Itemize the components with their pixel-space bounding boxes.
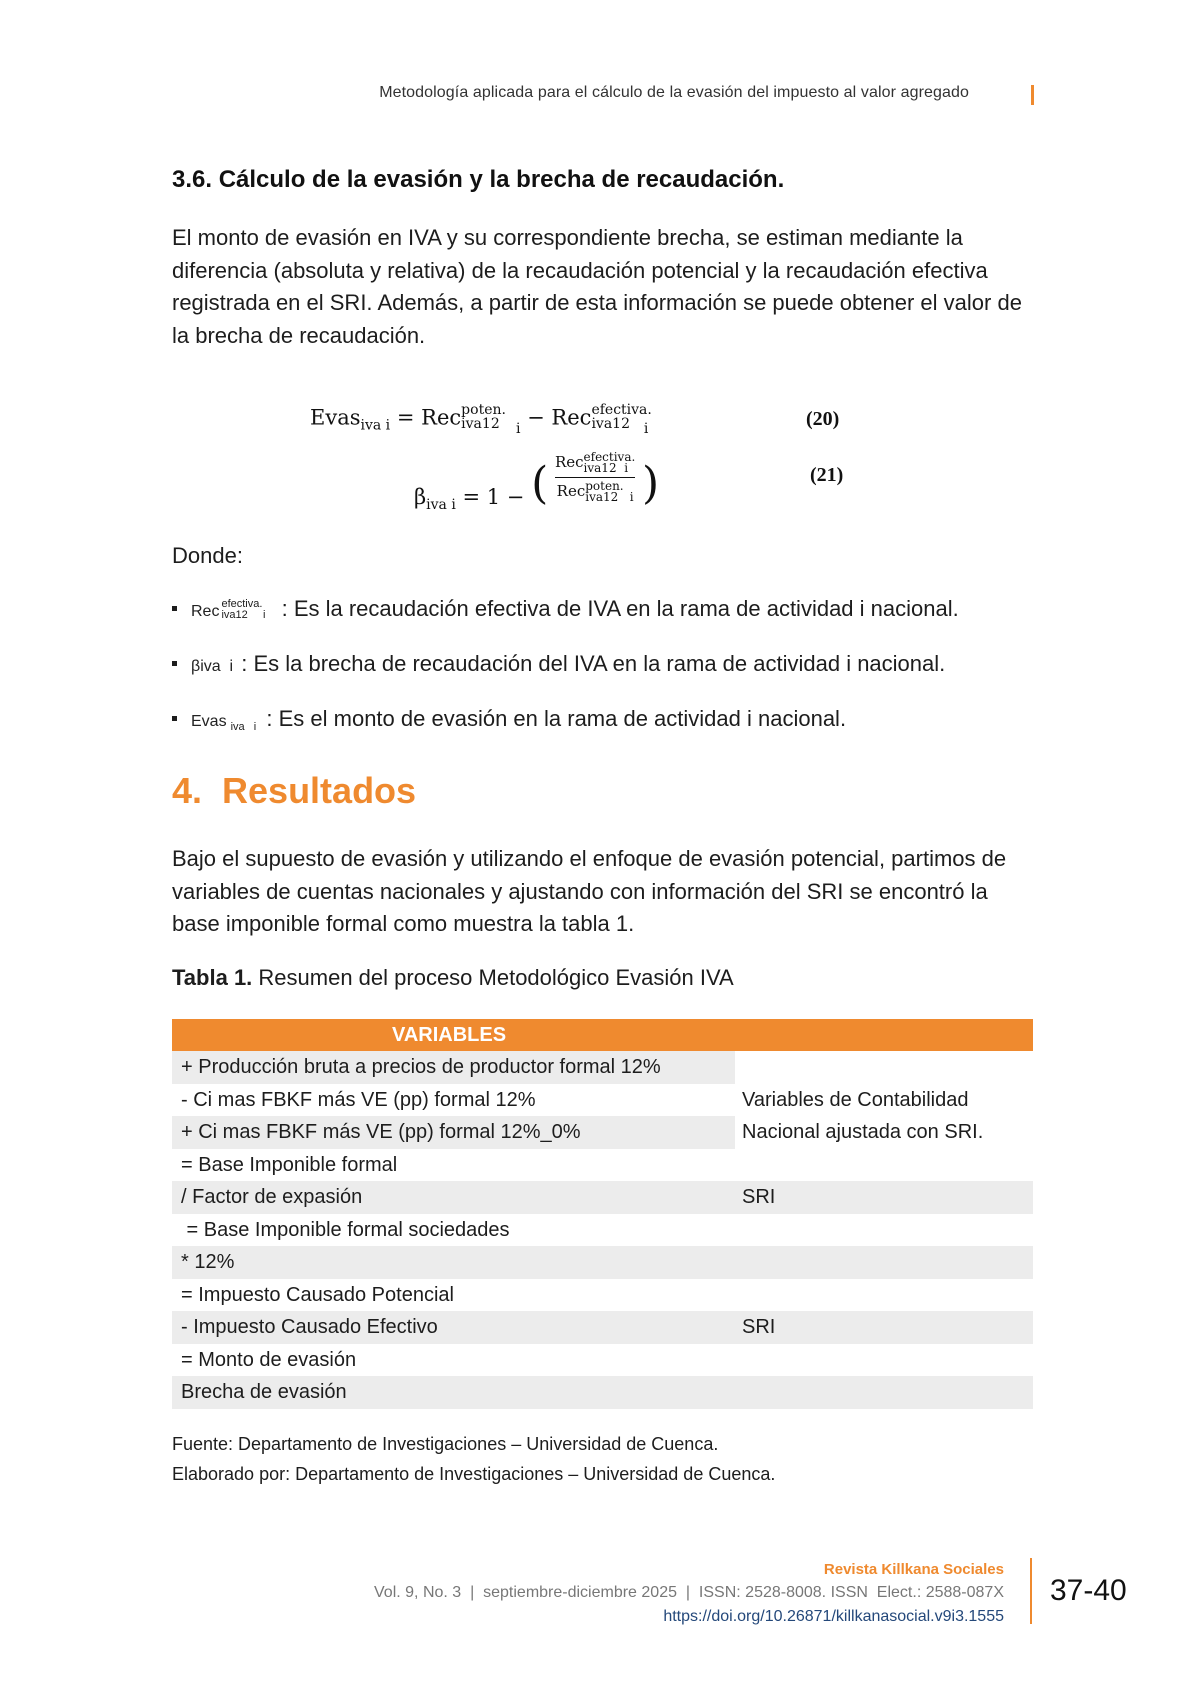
table-source: Fuente: Departamento de Investigaciones – Universidad de Cuenca. — [172, 1434, 719, 1454]
donde-item-gap — [172, 651, 945, 677]
row-source: SRI — [742, 1316, 776, 1338]
table-row — [172, 1116, 1033, 1149]
eq21-num-rec: Rec — [554, 453, 584, 471]
footer-accent-bar — [1030, 1558, 1032, 1624]
item3-sub: iva i — [230, 721, 257, 733]
results-heading: 4. Resultados — [172, 770, 417, 811]
row-variable: + Producción bruta a precios de productor formal 12% — [172, 1051, 735, 1084]
row-variable: = Base Imponible formal sociedades — [181, 1218, 510, 1241]
row-source: Nacional ajustada con SRI. — [742, 1121, 984, 1143]
eq20-effective-sup: efectiva. — [591, 402, 652, 418]
row-variable: = Monto de evasión — [181, 1348, 357, 1371]
table-row — [172, 1376, 1033, 1409]
donde-item-evasion — [172, 706, 846, 732]
row-source: SRI — [742, 1186, 776, 1208]
row-variable: + Ci mas FBKF más VE (pp) formal 12%_0% — [172, 1116, 735, 1149]
equation-21-number: (21) — [810, 464, 844, 486]
eq21-den-sup: poten. — [585, 479, 624, 493]
summary-table — [172, 1019, 1033, 1409]
row-variable: = Base Imponible formal — [181, 1153, 398, 1176]
eq21-num-sup: efectiva. — [583, 450, 636, 464]
page-number: 37-40 — [1050, 1574, 1127, 1607]
eq21-rhs-prefix: = 1 − — [462, 485, 525, 509]
eq20-lhs: Evas — [310, 405, 361, 430]
bullet-dot — [172, 661, 177, 666]
eq21-num-i: i — [624, 461, 629, 475]
eq21-den-rec: Rec — [556, 482, 586, 500]
item3-text: : Es el monto de evasión en la rama de actividad i nacional. — [266, 706, 847, 731]
table-row — [172, 1279, 1033, 1312]
footer-journal-name: Revista Killkana Sociales — [823, 1561, 1004, 1578]
eq20-potential-sup: poten. — [461, 402, 506, 418]
row-variable: = Impuesto Causado Potencial — [181, 1283, 454, 1306]
header-accent-bar — [1031, 85, 1034, 105]
row-source: Variables de Contabilidad — [742, 1088, 969, 1111]
eq21-den-i: i — [629, 490, 634, 504]
eq20-lhs-sub: iva i — [360, 417, 391, 434]
section-title: 3.6. Cálculo de la evasión y la brecha de recaudación. — [172, 166, 785, 193]
eq21-den-sub: iva12 — [585, 490, 619, 504]
row-variable: - Impuesto Causado Efectivo — [181, 1316, 438, 1338]
table-row — [172, 1246, 1033, 1279]
item1-sub: iva12 i — [221, 609, 266, 622]
row-variable: - Ci mas FBKF más VE (pp) formal 12% — [181, 1088, 536, 1111]
table-elaborated: Elaborado por: Departamento de Investigaciones – Universidad de Cuenca. — [172, 1464, 776, 1484]
equation-20 — [310, 402, 652, 437]
eq20-minus: − — [527, 405, 545, 430]
eq20-i1: i — [515, 420, 521, 437]
table-caption-label: Tabla 1. — [172, 965, 253, 990]
item1-text: : Es la recaudación efectiva de IVA en la rama de actividad i nacional. — [281, 596, 959, 621]
results-paragraph: Bajo el supuesto de evasión y utilizando el enfoque de evasión potencial, partimos de variables de cuentas nacionales y ajustando con información del SRI se encontró la base imponible formal como muestra la tabla 1. — [172, 846, 1007, 936]
table-row — [172, 1084, 1033, 1117]
donde-label: Donde: — [172, 543, 243, 568]
item2-text: : Es la brecha de recaudación del IVA en la rama de actividad i nacional. — [241, 651, 946, 676]
eq20-sub2: iva12 — [591, 416, 630, 432]
eq21-lhs: β — [414, 485, 427, 509]
bullet-dot — [172, 606, 177, 611]
table-row — [172, 1149, 1033, 1182]
footer-doi-link[interactable]: https://doi.org/10.26871/killkanasocial.v9i3.1555 — [663, 1608, 1004, 1625]
item2-symbol: βiva i — [191, 658, 234, 675]
eq21-fraction — [555, 452, 635, 503]
eq20-equals: = — [396, 405, 415, 430]
eq20-rec2: Rec — [551, 405, 592, 430]
bullet-dot — [172, 716, 177, 721]
row-variable: * 12% — [181, 1251, 235, 1273]
row-variable: / Factor de expasión — [181, 1186, 363, 1208]
eq20-sub1: iva12 — [461, 416, 500, 432]
table-header-label: VARIABLES — [392, 1024, 507, 1046]
section-paragraph: El monto de evasión en IVA y su correspondiente brecha, se estiman mediante la diferencia (absoluta y relativa) de la recaudación potencial y la recaudación efectiva registrada en el SRI. Además, a partir de esta información se puede obtener el valor de la brecha de recaudación. — [172, 225, 1022, 348]
equation-20-number: (20) — [806, 408, 840, 430]
footer-volume-line: Vol. 9, No. 3 | septiembre-diciembre 2025 | ISSN: 2528-8008. ISSN Elect.: 2588-087X — [374, 1584, 1004, 1601]
eq20-rec1: Rec — [421, 405, 462, 430]
running-header: Metodología aplicada para el cálculo de la evasión del impuesto al valor agregado — [379, 84, 969, 101]
table-row — [172, 1051, 1033, 1084]
equation-21: $\beta_{iva i} = 1$ − ( Rec efectiva. iva12 i Rec poten. iva12 i ) — [414, 450, 660, 514]
table-row — [172, 1311, 1033, 1344]
table-row — [172, 1344, 1033, 1377]
donde-item-effective — [172, 596, 959, 622]
table-caption — [172, 965, 734, 991]
table-row — [172, 1181, 1033, 1214]
eq21-lhs-sub: iva i — [426, 497, 456, 514]
table-caption-text: Resumen del proceso Metodológico Evasión IVA — [252, 965, 734, 990]
item1-symbol: Rec — [191, 603, 220, 620]
row-variable: Brecha de evasión — [181, 1381, 347, 1403]
table-header — [172, 1019, 1033, 1051]
eq21-num-sub: iva12 — [583, 461, 617, 475]
table-row — [172, 1214, 1033, 1247]
eq20-i2: i — [643, 420, 649, 437]
item1-sup: efectiva. — [221, 598, 263, 611]
item3-symbol: Evas — [191, 713, 227, 730]
